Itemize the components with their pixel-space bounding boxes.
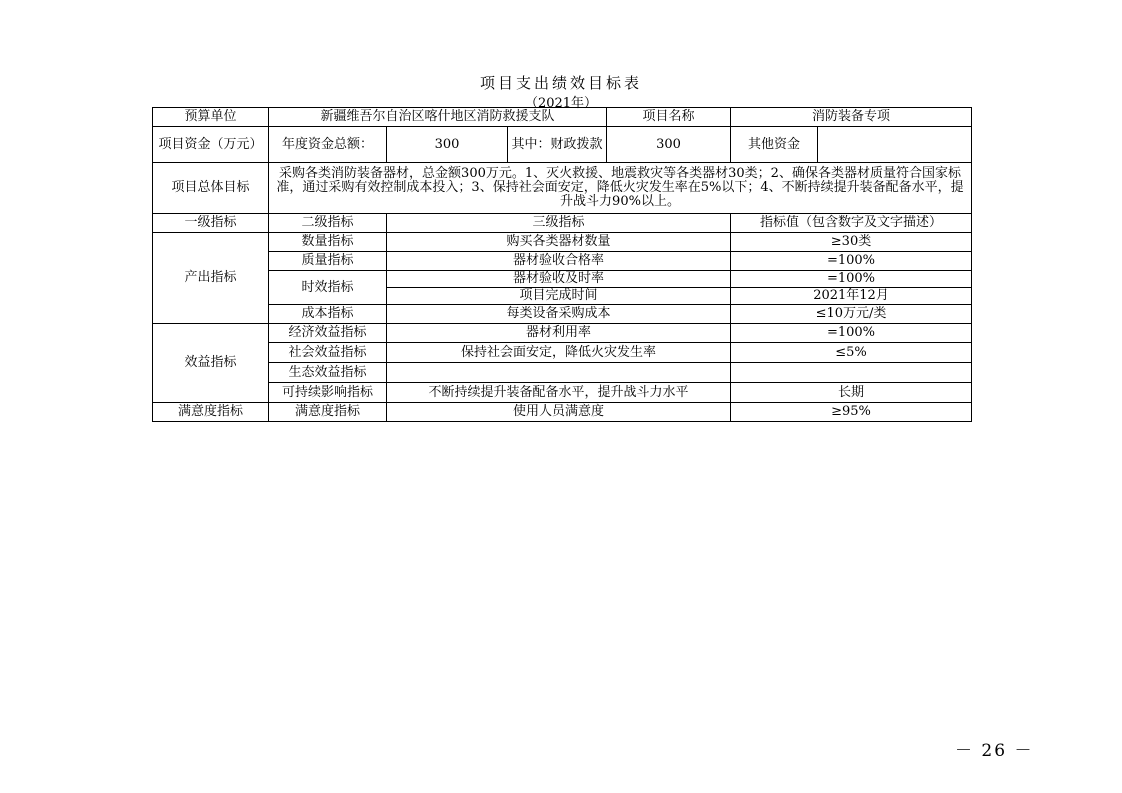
table-row — [153, 233, 972, 252]
completion-time-value: 2021年12月 — [731, 288, 972, 305]
economic-indicator-name: 器材利用率 — [387, 324, 731, 343]
cost-indicator-value: ≤10万元/类 — [731, 305, 972, 324]
col-level1: 一级指标 — [153, 214, 269, 233]
annual-fund-label: 年度资金总额： — [269, 127, 387, 163]
economic-indicator-value: =100% — [731, 324, 972, 343]
satisfaction-level2-label: 满意度指标 — [269, 403, 387, 422]
other-fund-label: 其他资金 — [731, 127, 818, 163]
table-title: 项目支出绩效目标表 — [479, 74, 642, 92]
table-row — [153, 305, 972, 324]
social-indicator-name: 保持社会面安定，降低火灾发生率 — [387, 343, 731, 363]
project-name-label: 项目名称 — [607, 108, 731, 127]
quality-indicator-value: =100% — [731, 252, 972, 271]
performance-table — [152, 107, 972, 422]
col-level2: 二级指标 — [269, 214, 387, 233]
quantity-indicator-name: 购买各类器材数量 — [387, 233, 731, 252]
quantity-indicator-label: 数量指标 — [269, 233, 387, 252]
timeliness-indicator-name: 器材验收及时率 — [387, 271, 731, 288]
cost-indicator-name: 每类设备采购成本 — [387, 305, 731, 324]
table-row — [153, 252, 972, 271]
sustainable-indicator-label: 可持续影响指标 — [269, 383, 387, 403]
col-level3: 三级指标 — [387, 214, 731, 233]
table-row — [153, 383, 972, 403]
page-number: － 26 － — [955, 741, 1034, 761]
goal-label: 项目总体目标 — [153, 163, 269, 214]
satisfaction-indicator-name: 使用人员满意度 — [387, 403, 731, 422]
quality-indicator-label: 质量指标 — [269, 252, 387, 271]
output-indicator-label: 产出指标 — [153, 233, 269, 324]
goal-row — [153, 163, 972, 214]
cost-indicator-label: 成本指标 — [269, 305, 387, 324]
table-row — [153, 271, 972, 288]
annual-fund-value: 300 — [387, 127, 508, 163]
quantity-indicator-value: ≥30类 — [731, 233, 972, 252]
other-fund-value — [818, 127, 972, 163]
economic-indicator-label: 经济效益指标 — [269, 324, 387, 343]
timeliness-indicator-value: =100% — [731, 271, 972, 288]
quality-indicator-name: 器材验收合格率 — [387, 252, 731, 271]
fund-label: 项目资金（万元） — [153, 127, 269, 163]
sustainable-indicator-name: 不断持续提升装备配备水平，提升战斗力水平 — [387, 383, 731, 403]
table-row — [153, 363, 972, 383]
timeliness-indicator-label: 时效指标 — [269, 271, 387, 305]
table-row — [153, 403, 972, 422]
unit-label: 预算单位 — [153, 108, 269, 127]
goal-text: 采购各类消防装备器材，总金额300万元。1、灭火救援、地震救灾等各类器材30类；2、确保各类器材质量符合国家标准，通过采购有效控制成本投入；3、保持社会面安定，降低火灾发生率在5%以下；4、不断持续提升装备配备水平，提升战斗力90%以上。 — [269, 163, 972, 214]
table-year: （2021年） — [524, 96, 598, 111]
column-header-row — [153, 214, 972, 233]
social-indicator-value: ≤5% — [731, 343, 972, 363]
fund-row — [153, 127, 972, 163]
col-value: 指标值（包含数字及文字描述） — [731, 214, 972, 233]
unit-value: 新疆维吾尔自治区喀什地区消防救援支队 — [269, 108, 607, 127]
table-row — [153, 324, 972, 343]
satisfaction-indicator-value: ≥95% — [731, 403, 972, 422]
social-indicator-label: 社会效益指标 — [269, 343, 387, 363]
ecological-indicator-name — [387, 363, 731, 383]
unit-row — [153, 108, 972, 127]
ecological-indicator-value — [731, 363, 972, 383]
completion-time-name: 项目完成时间 — [387, 288, 731, 305]
satisfaction-level1-label: 满意度指标 — [153, 403, 269, 422]
sustainable-indicator-value: 长期 — [731, 383, 972, 403]
fiscal-fund-label: 其中：财政拨款 — [508, 127, 607, 163]
project-name-value: 消防装备专项 — [731, 108, 972, 127]
benefit-indicator-label: 效益指标 — [153, 324, 269, 403]
ecological-indicator-label: 生态效益指标 — [269, 363, 387, 383]
table-row — [153, 343, 972, 363]
fiscal-fund-value: 300 — [607, 127, 731, 163]
